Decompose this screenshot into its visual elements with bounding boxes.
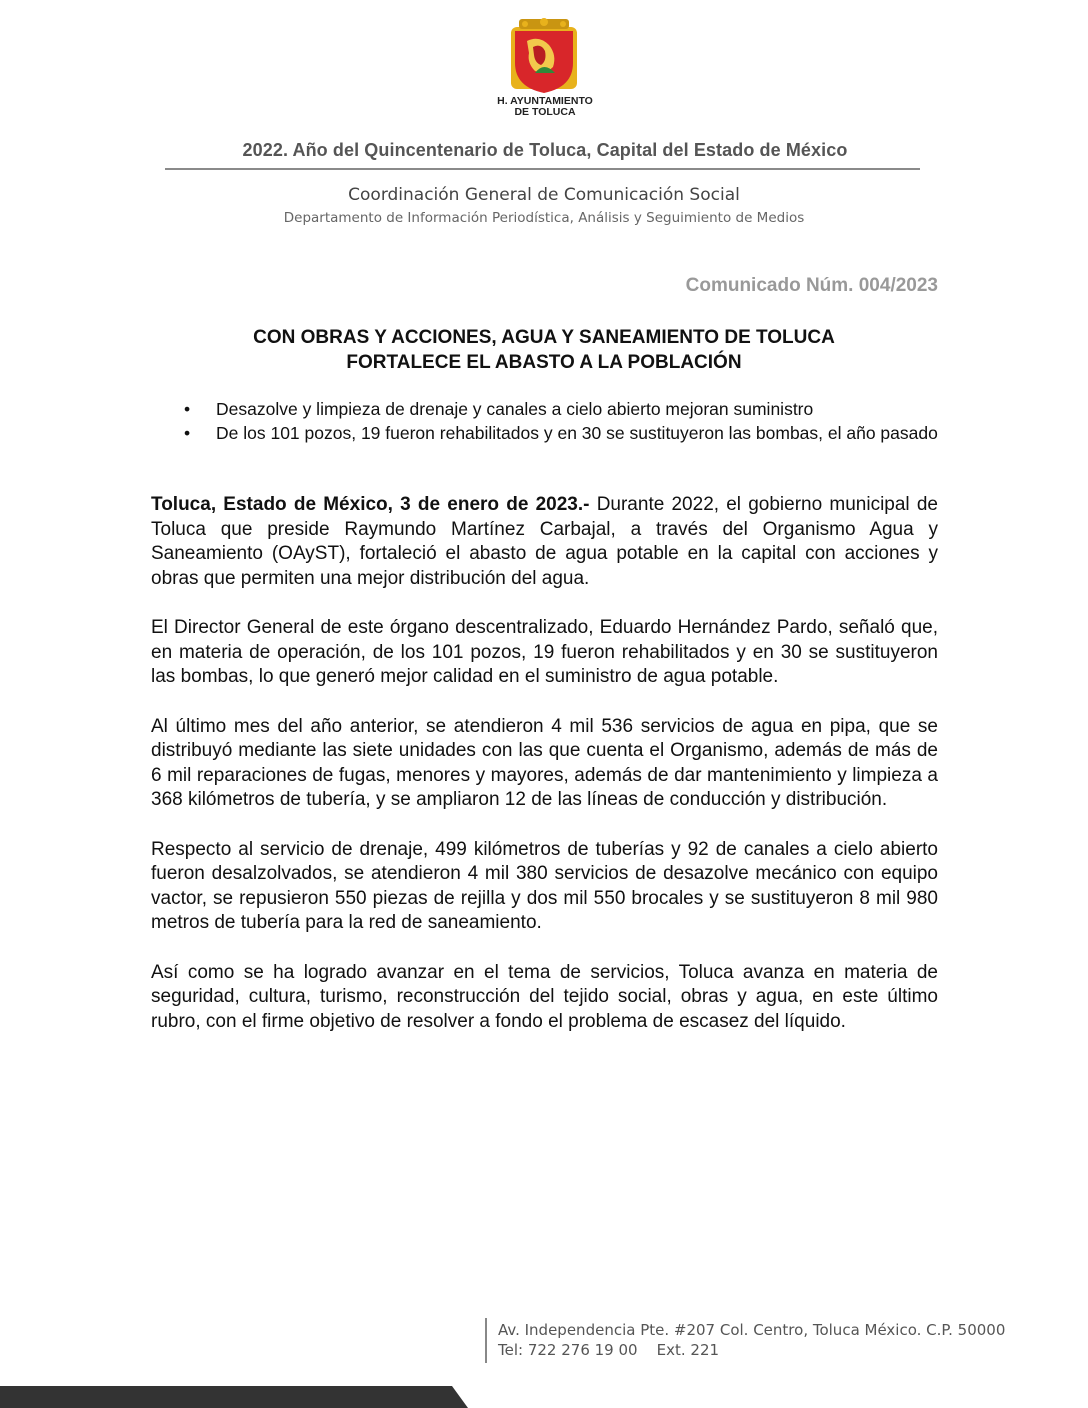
footer-phone: Tel: 722 276 19 00 Ext. 221 [498, 1341, 720, 1359]
footer-divider [485, 1318, 487, 1363]
summary-bullets [180, 398, 940, 446]
paragraph-2: El Director General de este órgano descentralizado, Eduardo Hernández Pardo, señaló que, en materia de operación, de los 101 pozos, 19 fueron rehabilitados y en 30 se sustituyeron las bombas, lo que generó mejor calidad en el suministro de agua potable. [151, 617, 938, 687]
paragraph-3: Al último mes del año anterior, se atendieron 4 mil 536 servicios de agua en pipa, que se distribuyó mediante las siete unidades con las que cuenta el Organismo, además de más de 6 mil reparaciones de fugas, menores y mayores, además de dar mantenimiento y limpieza a 368 kilómetros de tubería, y se ampliaron 12 de las líneas de conducción y distribución. [151, 715, 938, 810]
paragraph-1-text: Durante 2022, el gobierno municipal de Toluca que preside Raymundo Martínez Carbajal, a través del Organismo Agua y Saneamiento (OAyST), fortaleció el abasto de agua potable en la capital con acciones y obras que permiten una mejor distribución del agua. [151, 494, 938, 589]
dateline: Toluca, Estado de México, 3 de enero de 2023.- [151, 494, 590, 515]
paragraph-5: Así como se ha logrado avanzar en el tema de servicios, Toluca avanza en materia de seguridad, cultura, turismo, reconstrucción del tejido social, obras y agua, en este último rubro, con el firme objetivo de resolver a fondo el problema de escasez del líquido. [151, 961, 938, 1032]
bottom-decorative-band [0, 1386, 468, 1408]
footer-address: Av. Independencia Pte. #207 Col. Centro, Toluca México. C.P. 50000 [498, 1321, 1006, 1339]
coordination-title: Coordinación General de Comunicación Social [348, 185, 740, 205]
list-item: • De los 101 pozos, 19 fueron rehabilitados y en 30 se sustituyeron las bombas, el año pasado [180, 422, 940, 445]
article-body [151, 493, 938, 1059]
paragraph-4: Respecto al servicio de drenaje, 499 kilómetros de tuberías y 92 de canales a cielo abierto fueron desalzolvados, se atendieron 4 mil 380 servicios de desazolve mecánico con equipo vactor, se repusieron 550 piezas de rejilla y dos mil 550 brocales y se sustituyeron 8 mil 980 metros de tubería para la red de saneamiento. [151, 838, 938, 933]
department-subtitle: Departamento de Información Periodística, Análisis y Seguimiento de Medios [283, 210, 805, 226]
paragraph-1 [151, 493, 938, 591]
headline-line1: CON OBRAS Y ACCIONES, AGUA Y SANEAMIENTO DE TOLUCA [253, 327, 835, 348]
communique-number: Comunicado Núm. 004/2023 [685, 275, 938, 296]
logo-caption [470, 96, 620, 118]
motto: 2022. Año del Quincentenario de Toluca, Capital del Estado de México [242, 140, 848, 160]
header-divider [165, 168, 920, 170]
toluca-coat-of-arms-icon [505, 17, 583, 97]
list-item: • Desazolve y limpieza de drenaje y canales a cielo abierto mejoran suministro [180, 398, 940, 421]
headline [150, 325, 938, 375]
headline-line2: FORTALECE EL ABASTO A LA POBLACIÓN [346, 352, 742, 373]
logo-caption-line2: DE TOLUCA [514, 106, 576, 118]
logo-caption-line1: H. AYUNTAMIENTO [497, 95, 593, 107]
